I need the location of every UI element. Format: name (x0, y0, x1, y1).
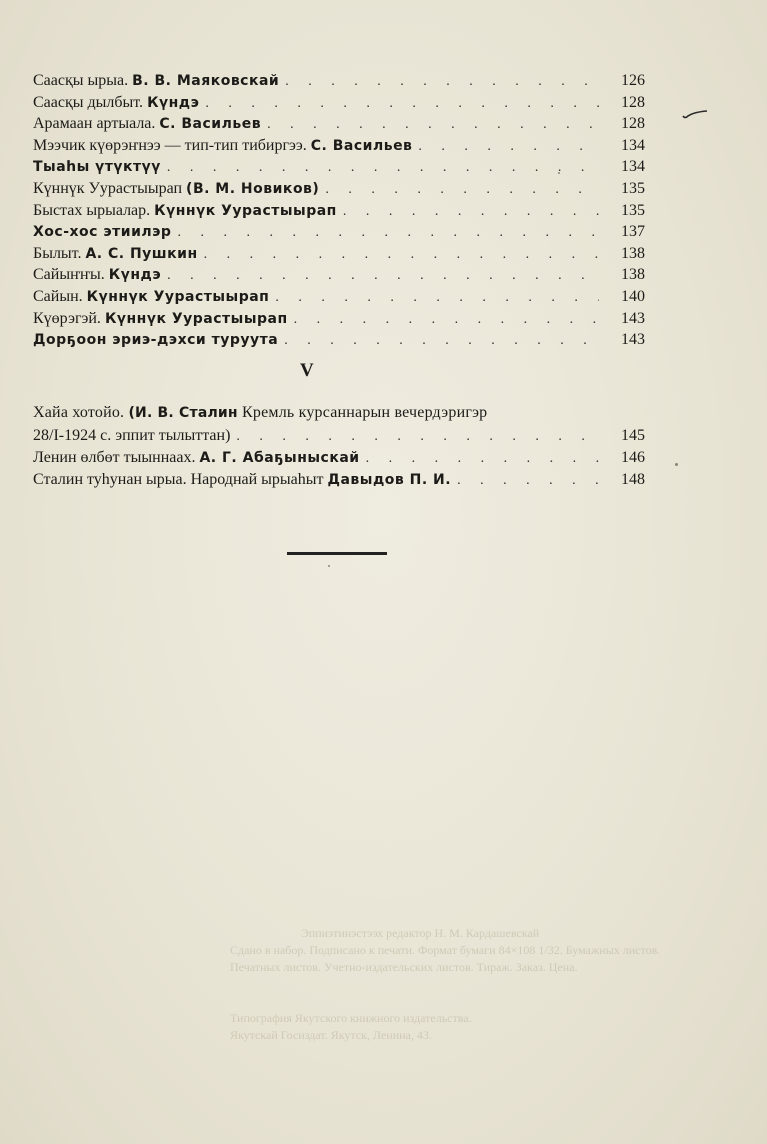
toc-entry (33, 469, 645, 491)
dot-leader (177, 222, 599, 244)
toc-entry (33, 329, 645, 351)
dot-leader (267, 114, 599, 136)
toc-page-number: 143 (621, 331, 645, 349)
toc-entry-title: Сайыҥҥы. Күндэ (33, 266, 162, 284)
toc-entry-title-line2: 28/І-1924 с. эппит тылыттан) . . . 145 (33, 425, 645, 448)
dot-leader (205, 93, 599, 115)
toc-page-number: 134 (621, 158, 645, 176)
toc-entry-multiline (33, 402, 645, 447)
dot-leader (284, 330, 599, 352)
toc-entry (33, 264, 645, 286)
dot-leader (204, 244, 599, 266)
toc-entry-title: Былыт. А. С. Пушкин (33, 244, 198, 262)
toc-page-number: 128 (621, 115, 645, 133)
toc-page-number: 134 (621, 136, 645, 154)
toc-entry-title: Сталин туһунан ырыа. Народнай ырыаһыт Давыдов П. И. (33, 470, 452, 488)
toc-page-number: 135 (621, 201, 645, 219)
toc-entry-title: Ленин өлбөт тыыннаах. А. Г. Абаҕыныскай (33, 449, 360, 467)
toc-page-number: 138 (621, 266, 645, 284)
toc-page-number: 145 (621, 426, 645, 444)
toc-page-number: 126 (621, 72, 645, 89)
toc-entry (33, 243, 645, 265)
toc-entry-title: Мээчик күөрэҥнээ — тип-тип тибиргээ. С. Васильев (33, 136, 413, 154)
table-of-contents-section-a (33, 70, 645, 351)
paper-speck (328, 565, 330, 567)
paper-speck (675, 463, 678, 466)
toc-entry (33, 221, 645, 243)
toc-entry-title: Саасқы дылбыт. Күндэ (33, 93, 200, 111)
imprint-line: Сдано в набор. Подписано к печати. Формат бумаги 84×108 1/32. Бумажных листов. (230, 943, 661, 957)
toc-page-number: 138 (621, 244, 645, 262)
toc-entry-title: Күннүк Уурастыырап (В. М. Новиков) (33, 179, 320, 197)
table-of-contents-section-b (33, 402, 645, 490)
toc-page-number: 137 (621, 223, 645, 241)
imprint-editor-line: Эппиэтинэстээх редактор Н. М. Кардашевскай (300, 926, 540, 940)
toc-entry (33, 135, 645, 157)
dot-leader (285, 71, 599, 93)
imprint-line: Типография Якутского книжного издательства. (230, 1011, 472, 1025)
dot-leader (167, 157, 599, 179)
paper-speck (558, 172, 560, 174)
toc-entry (33, 286, 645, 308)
toc-entry (33, 156, 645, 178)
toc-entry (33, 70, 645, 92)
toc-entry (33, 113, 645, 135)
section-numeral: V (300, 360, 314, 381)
toc-entry-title: Дорҕоон эриэ-дэхси туруута (33, 332, 279, 349)
imprint-line: Печатных листов. Учетно-издательских листов. Тираж. Заказ. Цена. (230, 960, 578, 974)
toc-entry-title: Тыаһы үтүктүү (33, 159, 161, 176)
dot-leader (457, 470, 599, 492)
toc-entry-title: Хос-хос этиилэр (33, 224, 172, 241)
toc-entry-title: Күөрэгэй. Күннүк Уурастыырап (33, 309, 288, 327)
dot-leader (275, 287, 599, 309)
toc-entry-title-line1: Хайа хотойо. (И. В. Сталин Кремль курсаннарын вечердэригэр (33, 404, 488, 421)
imprint-line: Якутскай Госиздат. Якутск, Ленина, 43. (230, 1028, 432, 1042)
dot-leader (236, 426, 599, 448)
toc-entry-title: Саасқы ырыа. В. В. Маяковскай (33, 72, 280, 89)
dot-leader (294, 309, 599, 331)
toc-page-number: 128 (621, 93, 645, 111)
toc-page-number: 140 (621, 287, 645, 305)
toc-entry (33, 92, 645, 114)
dot-leader (366, 448, 599, 470)
toc-page-number: 135 (621, 179, 645, 197)
dot-leader (167, 265, 599, 287)
end-divider-rule (287, 552, 387, 555)
show-through-imprint (230, 925, 670, 1044)
toc-entry (33, 447, 645, 469)
toc-entry (33, 200, 645, 222)
dot-leader (418, 136, 599, 158)
toc-page-number: 146 (621, 449, 645, 467)
toc-page-number: 148 (621, 470, 645, 488)
toc-entry (33, 178, 645, 200)
toc-entry-title: Арамаан артыала. С. Васильев (33, 115, 262, 133)
toc-entry-title: Сайын. Күннүк Уурастыырап (33, 287, 270, 305)
pencil-check-mark-icon (682, 110, 708, 120)
dot-leader (325, 179, 599, 201)
toc-entry (33, 308, 645, 330)
toc-entry-title: Быстах ырыалар. Күннүк Уурастыырап (33, 201, 337, 219)
toc-page-number: 143 (621, 309, 645, 327)
dot-leader (343, 201, 599, 223)
